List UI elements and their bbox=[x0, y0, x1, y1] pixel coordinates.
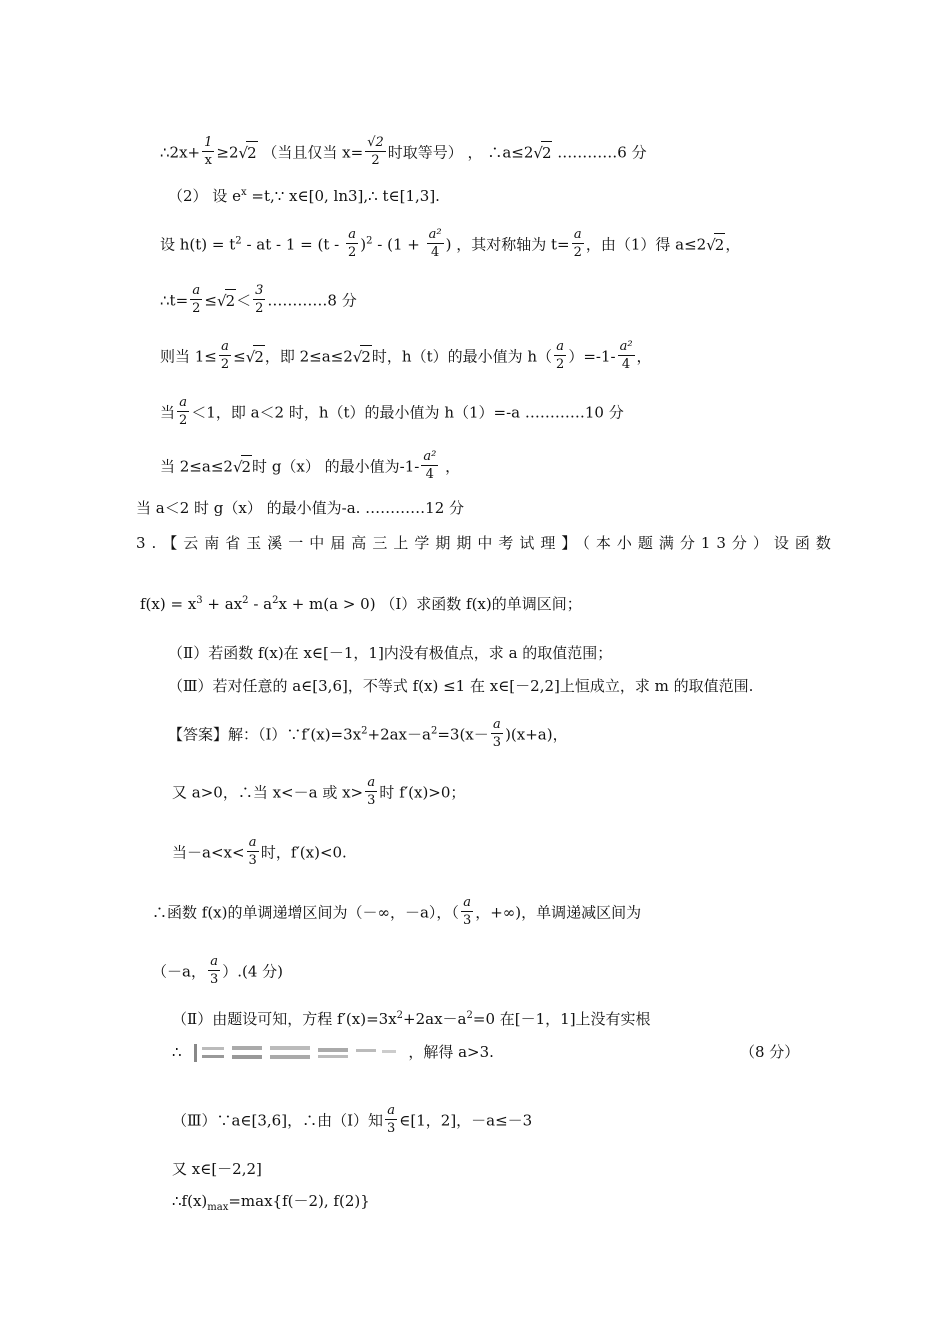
fraction-numerator: a bbox=[192, 283, 201, 298]
text-run: 当 2≤a≤2 bbox=[160, 457, 233, 476]
text-run: =0 在[－1，1]上没有实根 bbox=[472, 1010, 651, 1028]
fraction-denominator: 4 bbox=[621, 357, 631, 372]
fraction-denominator: 2 bbox=[179, 413, 188, 428]
superscript: 2 bbox=[242, 595, 249, 606]
fraction bbox=[247, 834, 259, 869]
text-run: （Ⅲ）∵a∈[3,6]，∴由（Ⅰ）知 bbox=[172, 1111, 383, 1130]
text-run: （当且仅当 x= bbox=[257, 143, 364, 162]
fraction bbox=[190, 282, 202, 317]
line bbox=[172, 1041, 494, 1064]
fraction-denominator: 3 bbox=[367, 793, 376, 808]
superscript: 3 bbox=[196, 595, 203, 606]
text-run: 当－a<x< bbox=[172, 843, 245, 862]
text-run: - (1 + bbox=[372, 235, 425, 254]
fraction bbox=[385, 1102, 397, 1137]
fraction-denominator: 2 bbox=[220, 357, 230, 372]
line bbox=[168, 642, 612, 664]
text-run: x + m(a > 0) （Ⅰ）求函数 f(x)的单调区间； bbox=[278, 595, 582, 613]
text-run: 又 a>0，∴当 x<－a 或 x> bbox=[172, 783, 364, 802]
fraction-numerator: a bbox=[348, 227, 356, 242]
text-run: ≤ bbox=[233, 347, 246, 366]
fraction-denominator: 2 bbox=[255, 301, 264, 316]
radicand: 2 bbox=[714, 233, 726, 256]
line bbox=[172, 776, 465, 811]
text-run: ，+∞)，单调递减区间为 bbox=[475, 903, 642, 922]
radicand: 2 bbox=[246, 141, 258, 164]
text-run: =max{f(－2), f(2)} bbox=[228, 1192, 370, 1210]
text-run: f(x) = x bbox=[140, 595, 197, 613]
square-root: √2 bbox=[239, 144, 258, 162]
fraction-denominator: 4 bbox=[425, 467, 434, 482]
text-run: 设 h(t) = t bbox=[160, 235, 236, 254]
fraction bbox=[253, 282, 265, 317]
fraction-numerator: a bbox=[221, 339, 229, 354]
superscript: 2 bbox=[396, 1010, 404, 1021]
line bbox=[160, 136, 647, 171]
text-run: 3.【云南省玉溪一中届高三上学期期中考试理】（本小题满分13分）设函数 bbox=[136, 534, 837, 552]
text-run: ≥2 bbox=[216, 143, 239, 162]
text-run: 【答案】解：（Ⅰ）∵f′(x)=3x bbox=[168, 725, 362, 744]
line bbox=[172, 1158, 262, 1180]
text-run: +2ax－a bbox=[367, 725, 431, 744]
fraction bbox=[618, 338, 635, 373]
line bbox=[152, 896, 641, 931]
fraction bbox=[346, 226, 358, 261]
text-run: …………6 分 bbox=[552, 143, 647, 162]
fraction-denominator: 3 bbox=[209, 972, 219, 987]
line bbox=[172, 836, 347, 871]
text-run: + ax bbox=[202, 595, 243, 613]
text-run: ，即 2≤a≤2 bbox=[264, 347, 353, 366]
fraction bbox=[421, 448, 438, 483]
square-root: √2 bbox=[233, 458, 252, 476]
fraction-denominator: 2 bbox=[347, 245, 357, 260]
square-root: √2 bbox=[706, 236, 725, 254]
line bbox=[172, 1190, 370, 1219]
text-run: +2ax－a bbox=[403, 1010, 467, 1028]
fraction-numerator: a bbox=[556, 339, 565, 354]
text-run: （2） 设 e bbox=[168, 187, 241, 205]
illegible-formula-image bbox=[192, 1042, 402, 1064]
square-root: √2 bbox=[353, 348, 372, 366]
radicand: 2 bbox=[241, 455, 253, 478]
radicand: 2 bbox=[253, 345, 265, 368]
line bbox=[160, 450, 460, 485]
text-run: 则当 1≤ bbox=[160, 347, 217, 366]
radicand: 2 bbox=[225, 289, 237, 312]
text-run: ）=-1- bbox=[568, 347, 616, 366]
fraction-denominator: 3 bbox=[462, 913, 472, 928]
fraction-denominator: 3 bbox=[248, 853, 257, 868]
fraction-numerator: 1 bbox=[204, 135, 213, 150]
fraction-numerator: a bbox=[367, 775, 376, 790]
fraction-denominator: x bbox=[204, 153, 212, 168]
text-run: ，由（1）得 a≤2 bbox=[585, 235, 707, 254]
line bbox=[160, 228, 740, 263]
line bbox=[152, 955, 283, 990]
text-run: ) ，其对称轴为 t= bbox=[445, 235, 570, 254]
text-run: （－a， bbox=[152, 962, 206, 981]
text-run: 时取等号） ， ∴a≤2 bbox=[387, 143, 534, 162]
text-run: =t,∵ x∈[0, ln3],∴ t∈[1,3]. bbox=[246, 187, 440, 205]
text-run: ， bbox=[725, 235, 741, 254]
fraction bbox=[554, 338, 566, 373]
fraction bbox=[572, 226, 584, 261]
fraction-numerator: a bbox=[210, 954, 218, 969]
line bbox=[740, 1041, 799, 1063]
fraction-numerator: a bbox=[387, 1103, 396, 1118]
fraction-denominator: 2 bbox=[573, 245, 582, 260]
text-run: ∴函数 f(x)的单调递增区间为（－∞，－a），（ bbox=[152, 903, 459, 922]
text-run: ＜ bbox=[236, 291, 252, 310]
text-run: - at - 1 = (t - bbox=[241, 235, 344, 254]
text-run: ）.(4 分) bbox=[222, 962, 284, 981]
text-run: 当 a＜2 时 g（x） 的最小值为-a. …………12 分 bbox=[136, 499, 465, 517]
fraction-denominator: 3 bbox=[387, 1121, 396, 1136]
fraction-denominator: 2 bbox=[371, 153, 380, 168]
fraction-denominator: 4 bbox=[430, 245, 440, 260]
fraction-numerator: a bbox=[179, 395, 188, 410]
line bbox=[140, 590, 582, 615]
text-run: ∈[1，2]，－a≤－3 bbox=[399, 1111, 533, 1130]
line bbox=[168, 182, 440, 207]
line bbox=[160, 284, 357, 319]
fraction-denominator: 3 bbox=[492, 735, 502, 750]
fraction bbox=[427, 226, 444, 261]
superscript: 2 bbox=[361, 725, 368, 737]
superscript: 2 bbox=[235, 235, 242, 247]
text-run: ∴ bbox=[172, 1043, 187, 1061]
text-run: ，解得 a>3. bbox=[408, 1043, 494, 1061]
subscript: max bbox=[207, 1202, 229, 1213]
fraction bbox=[461, 894, 473, 929]
text-run: )(x+a)， bbox=[505, 725, 568, 744]
text-run: （8 分） bbox=[740, 1043, 800, 1061]
line bbox=[172, 1104, 532, 1139]
text-run: （Ⅱ）由题设可知，方程 f′(x)=3x bbox=[172, 1010, 397, 1028]
fraction bbox=[202, 134, 214, 169]
text-run: ≤ bbox=[204, 291, 217, 310]
radicand: 2 bbox=[541, 141, 553, 164]
fraction-numerator: 3 bbox=[255, 283, 264, 298]
text-run: 又 x∈[－2,2] bbox=[172, 1160, 262, 1178]
text-run: ， bbox=[636, 347, 652, 366]
superscript: 2 bbox=[366, 235, 373, 247]
text-run: （Ⅱ）若函数 f(x)在 x∈[－1，1]内没有极值点，求 a 的取值范围； bbox=[168, 644, 613, 662]
fraction bbox=[365, 134, 386, 169]
superscript: 2 bbox=[466, 1010, 473, 1021]
text-run: ∴t= bbox=[160, 291, 189, 310]
line bbox=[160, 340, 652, 375]
text-run: 时，h（t）的最小值为 h（ bbox=[371, 347, 553, 366]
superscript: 2 bbox=[272, 595, 279, 606]
fraction-numerator: a bbox=[573, 227, 582, 242]
text-run: 时 g（x） 的最小值为-1- bbox=[252, 457, 420, 476]
fraction-denominator: 2 bbox=[192, 301, 201, 316]
fraction-numerator: a bbox=[248, 835, 257, 850]
superscript: x bbox=[240, 187, 247, 198]
text-run: ， bbox=[440, 457, 461, 476]
fraction bbox=[365, 774, 377, 809]
line bbox=[136, 532, 837, 554]
text-run: 时 f′(x)>0； bbox=[379, 783, 466, 802]
line bbox=[172, 1005, 651, 1030]
text-run: 当 bbox=[160, 403, 176, 422]
text-run: …………8 分 bbox=[267, 291, 357, 310]
fraction-numerator: a bbox=[493, 717, 501, 732]
square-root: √2 bbox=[246, 348, 265, 366]
text-run: ∴2x+ bbox=[160, 143, 201, 162]
fraction-numerator: a² bbox=[428, 227, 442, 242]
square-root: √2 bbox=[217, 292, 236, 310]
line bbox=[136, 497, 464, 519]
text-run: ∴f(x) bbox=[172, 1192, 208, 1210]
text-run: - a bbox=[248, 595, 273, 613]
text-run: （Ⅲ）若对任意的 a∈[3,6]，不等式 f(x) ≤1 在 x∈[－2,2]上恒成立，求 m 的取值范围. bbox=[168, 677, 754, 695]
text-run: 时，f′(x)<0. bbox=[260, 843, 347, 862]
fraction bbox=[177, 394, 189, 429]
fraction-numerator: a² bbox=[423, 449, 437, 464]
fraction bbox=[208, 953, 220, 988]
fraction-numerator: a bbox=[463, 895, 471, 910]
fraction bbox=[491, 716, 503, 751]
text-run: ＜1，即 a＜2 时，h（t）的最小值为 h（1）=-a …………10 分 bbox=[191, 403, 624, 422]
fraction bbox=[219, 338, 231, 373]
square-root: √2 bbox=[533, 144, 552, 162]
fraction-numerator: a² bbox=[619, 339, 633, 354]
line bbox=[160, 396, 624, 431]
fraction-denominator: 2 bbox=[556, 357, 565, 372]
radicand: 2 bbox=[360, 345, 372, 368]
line bbox=[168, 675, 753, 697]
superscript: 2 bbox=[430, 725, 438, 737]
text-run: ) bbox=[360, 235, 367, 254]
line bbox=[168, 718, 568, 753]
text-run: =3(x－ bbox=[437, 725, 489, 744]
fraction-numerator: √2 bbox=[367, 135, 384, 150]
